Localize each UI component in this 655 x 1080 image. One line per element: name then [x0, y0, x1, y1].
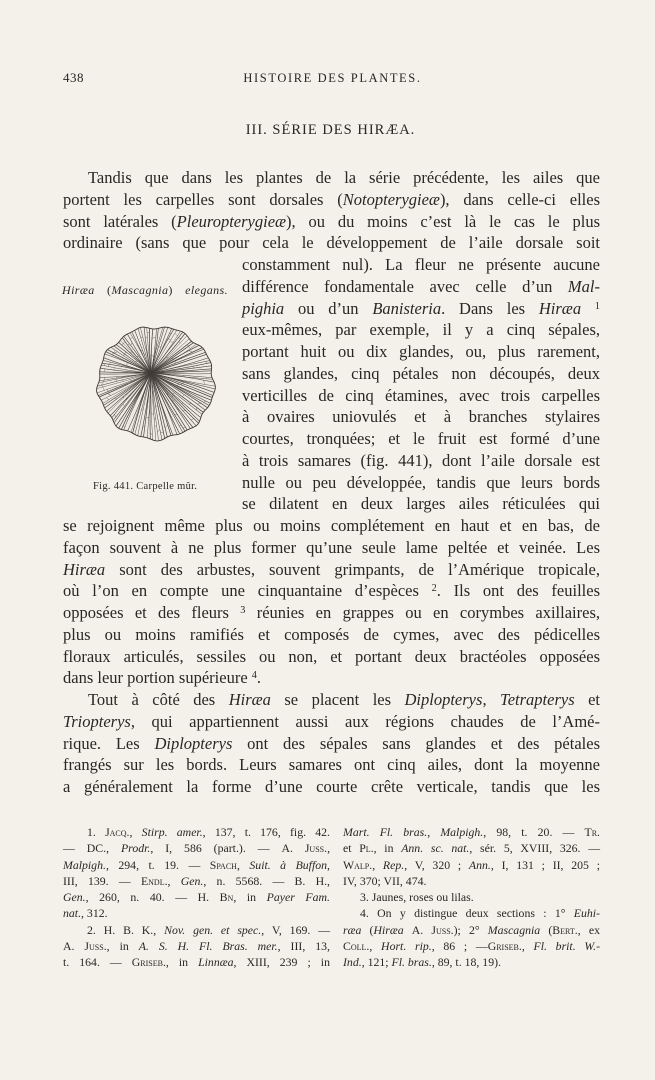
body-line: [63, 211, 600, 233]
text-run: courtes, tronquées; et le fruit est formé d’une: [242, 429, 600, 448]
body-line: [63, 232, 600, 254]
footnote-line: [87, 922, 330, 938]
body-line: [63, 711, 600, 733]
footnote-ref: 2: [431, 582, 437, 594]
text-run: (: [361, 923, 374, 937]
text-run: frangés sur les bords. Leurs samares ont cinq ailes, dont la moyenne: [63, 755, 600, 774]
text-run: , V, 169. —: [261, 923, 331, 937]
text-run: se dilatent en deux larges ailes réticulées qui: [242, 494, 600, 513]
footnote-line: [63, 905, 330, 921]
text-run: [404, 923, 412, 937]
italic-text: elegans.: [185, 283, 229, 297]
small-caps-text: A. Juss.: [411, 923, 454, 937]
italic-text: Hiræa: [63, 560, 106, 579]
text-run: 1.: [87, 825, 106, 839]
text-run: opposées et des fleurs: [63, 603, 241, 622]
text-run: ,: [427, 825, 441, 839]
text-run: à trois samares (fig. 441), dont l’aile dorsale est: [242, 451, 600, 470]
text-run: t. 164. —: [63, 955, 132, 969]
italic-text: Ann. sc. nat.: [401, 841, 470, 855]
section-title: III. SÉRIE DES HIRÆA.: [245, 122, 416, 138]
text-run: plus ou moins ramifiés et composés de cymes, avec des pédicelles: [63, 625, 600, 644]
body-line: [63, 602, 600, 624]
text-run: III, 139. —: [63, 874, 141, 888]
footnote-line: [343, 824, 600, 840]
italic-text: Malpigh.: [440, 825, 484, 839]
italic-text: Fl. brit. W.-: [533, 939, 600, 953]
text-run: ,: [153, 923, 165, 937]
small-caps-text: DC.: [86, 841, 107, 855]
text-run: , 312.: [81, 906, 108, 920]
text-run: , 137, t. 176, fig. 42.: [202, 825, 331, 839]
footnote-line: [343, 922, 600, 938]
body-line: [242, 319, 600, 341]
text-run: floraux articulés, sessiles ou non, et portant deux bractéoles opposées: [63, 647, 600, 666]
italic-text: Prodr.: [120, 841, 151, 855]
italic-text: Hiræa: [228, 690, 271, 709]
text-run: portent les carpelles sont dorsales (: [63, 190, 343, 209]
text-run: où l’on en compte une cinquantaine d’espèces: [63, 581, 432, 600]
text-run: . Dans les: [441, 299, 539, 318]
body-line: [63, 733, 600, 755]
text-run: ,: [236, 858, 250, 872]
italic-text: Hort. rip.: [381, 939, 432, 953]
text-run: , n. 5568. —: [203, 874, 295, 888]
body-line: [63, 754, 600, 776]
footnote-line: [343, 938, 600, 954]
text-run: dans leur portion supérieure: [63, 668, 252, 687]
body-line: [242, 406, 600, 428]
footnote-line: [343, 954, 600, 970]
italic-text: Mascagnia: [487, 923, 541, 937]
italic-text: Triopterys: [63, 712, 131, 731]
text-run: , V, 320 ;: [404, 858, 469, 872]
small-caps-text: Spach: [209, 858, 237, 872]
text-run: [581, 299, 595, 318]
text-run: .: [256, 668, 262, 687]
text-run: ,: [327, 858, 330, 872]
footnote-line: [63, 938, 330, 954]
small-caps-text: A. Juss.: [281, 841, 328, 855]
text-run: , 98, t. 20. —: [483, 825, 585, 839]
text-run: à ovaires uniovulés et à branches stylaires: [242, 407, 600, 426]
small-caps-text: Walp.: [343, 858, 373, 872]
italic-text: Diplopterys: [154, 734, 233, 753]
text-run: eux-mêmes, par exemple, il y a cinq sépales,: [242, 320, 600, 339]
italic-text: Linnæa: [198, 955, 234, 969]
text-run: , in: [373, 841, 402, 855]
text-run: , in: [165, 955, 199, 969]
body-line: [63, 559, 600, 581]
italic-text: Nov. gen. et spec.: [164, 923, 262, 937]
small-caps-text: H. B. K.: [103, 923, 154, 937]
body-line: [242, 341, 600, 363]
text-run: , 260, n. 40. —: [85, 890, 198, 904]
italic-text: Mascagnia: [111, 283, 169, 297]
text-run: sont latérales (: [63, 212, 177, 231]
italic-text: Ann.: [468, 858, 491, 872]
small-caps-text: Coll.: [343, 939, 370, 953]
text-run: , 86 ; —: [431, 939, 488, 953]
italic-text: Suit. à Buffon: [249, 858, 328, 872]
footnote-line: [343, 840, 600, 856]
small-caps-text: Bert.: [552, 923, 578, 937]
carpel-center: [148, 371, 154, 376]
small-caps-text: Griseb.: [131, 955, 166, 969]
text-run: ordinaire (sans que pour cela le développement de l’aile dorsale soit: [63, 233, 600, 252]
italic-text: Mart. Fl. bras.: [343, 825, 428, 839]
text-run: nulle ou peu développée, tandis que leurs bords: [242, 473, 600, 492]
body-line: [242, 385, 600, 407]
text-run: rique. Les: [63, 734, 155, 753]
text-run: ,: [167, 874, 181, 888]
carpel-illustration: [93, 322, 219, 444]
text-run: IV, 370; VII, 474.: [343, 874, 427, 888]
text-run: , 294, t. 19. —: [105, 858, 210, 872]
text-run: a généralement la forme d’une courte crête verticale, tandis que les: [63, 777, 600, 796]
text-run: différence fondamentale avec celle d’un: [242, 277, 568, 296]
body-line: [63, 515, 600, 537]
italic-text: Mal-: [567, 277, 600, 296]
text-run: ,: [106, 841, 121, 855]
italic-text: Notopterygieæ: [342, 190, 440, 209]
italic-text: Malpigh.: [63, 858, 106, 872]
body-line: [242, 428, 600, 450]
text-run: ou d’un: [284, 299, 373, 318]
text-run: Tandis que dans les plantes de la série précédente, les ailes que: [88, 168, 600, 187]
body-line: [242, 493, 600, 515]
body-line: [242, 254, 600, 276]
footnote-line: [63, 889, 330, 905]
italic-text: Pleuropterygieæ: [176, 212, 287, 231]
text-run: sont des arbustes, souvent grimpants, de l’Amérique tropicale,: [105, 560, 600, 579]
italic-text: Stirp. amer.: [141, 825, 203, 839]
italic-text: Tetrapterys: [500, 690, 575, 709]
body-line: [88, 689, 600, 711]
text-run: ,: [372, 858, 383, 872]
small-caps-text: H. Bn: [197, 890, 234, 904]
italic-text: nat.: [63, 906, 82, 920]
text-run: —: [63, 841, 87, 855]
small-caps-text: Jacq.: [105, 825, 130, 839]
italic-text: Hiræa: [373, 923, 404, 937]
text-run: , in: [233, 890, 267, 904]
italic-text: pighia: [242, 299, 285, 318]
italic-text: Hiræa: [538, 299, 582, 318]
italic-text: Hiræa: [62, 283, 95, 297]
body-line: [63, 624, 600, 646]
body-line: [88, 167, 600, 189]
text-run: 2.: [87, 923, 104, 937]
footnote-line: [343, 857, 600, 873]
body-line: [242, 450, 600, 472]
text-run: ): [168, 283, 186, 297]
italic-text: Diplopterys: [404, 690, 483, 709]
text-run: verticilles de cinq étamines, avec trois carpelles: [242, 386, 600, 405]
text-run: sans glandes, cinq pétales non découpés, deux: [242, 364, 600, 383]
italic-text: Gen.: [180, 874, 204, 888]
text-run: , qui appartiennent aussi aux régions chaudes de l’Amé-: [130, 712, 600, 731]
footnote-ref: 4: [251, 669, 257, 681]
italic-text: ræa: [343, 923, 362, 937]
text-run: , 89, t. 18, 19).: [431, 955, 501, 969]
text-run: ,: [482, 690, 501, 709]
footnote-line: [63, 840, 330, 856]
body-line: [63, 189, 600, 211]
small-caps-text: Pl.: [359, 841, 374, 855]
italic-text: Gen.: [63, 890, 86, 904]
small-caps-text: Endl.: [140, 874, 168, 888]
text-run: , in: [106, 939, 139, 953]
text-run: , I, 131 ; II, 205 ;: [490, 858, 600, 872]
text-run: et: [574, 690, 601, 709]
page-number: 438: [63, 70, 84, 85]
text-run: , I, 586 (part.). —: [150, 841, 282, 855]
text-run: , III, 13,: [277, 939, 330, 953]
italic-text: Rep.: [382, 858, 405, 872]
text-run: ,: [521, 939, 534, 953]
footnote-ref: 1: [594, 300, 600, 312]
body-line: [63, 580, 600, 602]
text-run: . Ils ont des feuilles: [436, 581, 600, 600]
text-run: ,: [327, 874, 330, 888]
text-run: ), dans celle-ci elles: [439, 190, 600, 209]
text-run: façon souvent à ne plus former qu’une seule lame peltée et veinée. Les: [63, 538, 600, 557]
body-line: [63, 667, 600, 689]
text-run: , XIII, 239 ; in: [233, 955, 330, 969]
figure-title: [62, 282, 228, 298]
text-run: Tout à côté des: [88, 690, 229, 709]
italic-text: A. S. H. Fl. Bras. mer.: [138, 939, 278, 953]
small-caps-text: A. Juss.: [63, 939, 107, 953]
footnote-line: [63, 857, 330, 873]
footnote-line: [360, 889, 600, 905]
body-line: [63, 537, 600, 559]
footnote-line: [360, 905, 600, 921]
small-caps-text: Griseb.: [487, 939, 522, 953]
body-line: [242, 472, 600, 494]
italic-text: Banisteria: [372, 299, 442, 318]
body-line: [242, 276, 600, 298]
text-run: ,: [369, 939, 382, 953]
text-run: ,: [129, 825, 142, 839]
italic-text: Payer Fam.: [266, 890, 330, 904]
body-line: [242, 298, 600, 320]
body-line: [242, 363, 600, 385]
text-run: 3. Jaunes, roses ou lilas.: [360, 890, 474, 904]
running-title: HISTOIRE DES PLANTES.: [243, 71, 422, 85]
small-caps-text: B. H.: [294, 874, 328, 888]
body-line: [63, 646, 600, 668]
text-run: ,: [327, 841, 331, 855]
text-run: (: [540, 923, 553, 937]
text-run: ); 2°: [453, 923, 488, 937]
text-run: se placent les: [270, 690, 405, 709]
text-run: portant huit ou dix glandes, ou, plus rarement,: [242, 342, 600, 361]
footnote-line: [63, 954, 330, 970]
text-run: (: [94, 283, 112, 297]
text-run: réunies en grappes ou en corymbes axillaires,: [245, 603, 600, 622]
italic-text: Euhi-: [573, 906, 600, 920]
text-run: et: [343, 841, 360, 855]
italic-text: Ind.: [343, 955, 362, 969]
footnote-line: [87, 824, 330, 840]
footnote-ref: 3: [240, 604, 246, 616]
text-run: se rejoignent même plus ou moins complétement en haut et en bas, de: [63, 516, 600, 535]
text-run: , sér. 5, XVIII, 326. —: [469, 841, 601, 855]
italic-text: Fl. bras.: [391, 955, 432, 969]
text-run: constamment nul). La fleur ne présente aucune: [242, 255, 600, 274]
footnote-line: [63, 873, 330, 889]
text-run: ont des sépales sans glandes et des pétales: [232, 734, 600, 753]
footnote-line: [343, 873, 600, 889]
text-run: ), ou du moins c’est là le cas le plus: [286, 212, 601, 231]
text-run: , 121;: [361, 955, 392, 969]
text-run: 4. On y distingue deux sections : 1°: [360, 906, 574, 920]
figure-caption: Fig. 441. Carpelle mûr.: [93, 481, 198, 492]
body-line: [63, 776, 600, 798]
small-caps-text: Tr.: [584, 825, 600, 839]
text-run: , ex: [577, 923, 600, 937]
